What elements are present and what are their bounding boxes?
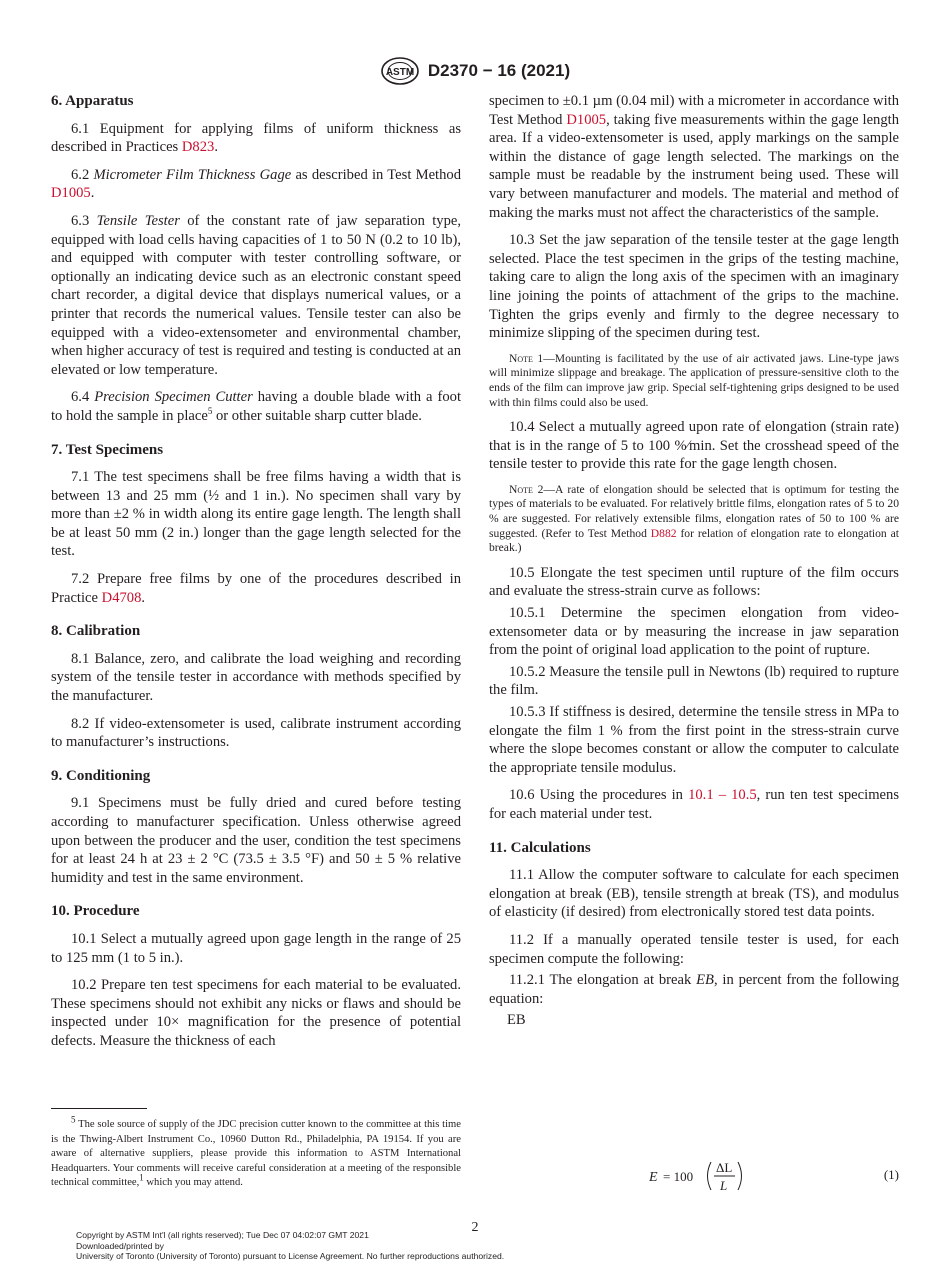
paragraph-11-1: 11.1 Allow the computer software to calculate for each specimen elongation at break (EB), tensile strength at break (TS), and modulus of elasticity (if desired) from electronically stored test data points. bbox=[489, 867, 899, 921]
section-heading: 11. Calculations bbox=[489, 839, 591, 856]
document-code: D2370 − 16 (2021) bbox=[427, 61, 571, 80]
paragraph-9-1: 9.1 Specimens must be fully dried and cured before testing according to manufacturer specification. Unless otherwise agreed upon between the producer and the user, condition the test specimens for at least 24 h at 23 ± 2 °C (73.5 ± 3.5 °F) and 50 ± 5 % relative humidity and test in the same environment. bbox=[51, 795, 461, 886]
link-d882[interactable]: D882 bbox=[650, 526, 677, 540]
svg-text:= 100: = 100 bbox=[663, 1169, 694, 1184]
equation-graphic bbox=[649, 1156, 759, 1196]
svg-text:ΔL: ΔL bbox=[716, 1160, 733, 1175]
footnote-divider bbox=[51, 1108, 147, 1109]
paragraph-10-2: 10.2 Prepare ten test specimens for each material to be evaluated. These specimens should not exhibit any nicks or flaws and should be inspected under 10× magnification for the presence of potential defects. Measure the thickness of each bbox=[51, 977, 461, 1049]
paragraph-10-2-continued: specimen to ±0.1 µm (0.04 mil) with a micrometer in accordance with Test Method D1005, taking five measurements within the gage length area. If a video-extensometer is used, apply markings on the sample within the distance of gage length selected. The markings on the sample must be readable by the instrument being used. These will vary between manufacturer and models. The material and method of making the marks must not affect the characteristics of the sample. bbox=[489, 93, 899, 221]
paragraph-11-2-1: 11.2.1 The elongation at break EB, in percent from the following equation: bbox=[489, 972, 899, 1007]
paragraph-10-6: 10.6 Using the procedures in 10.1 – 10.5, run ten test specimens for each material under test. bbox=[489, 787, 899, 822]
section-heading: 6. Apparatus bbox=[51, 93, 134, 109]
paragraph-7-2: 7.2 Prepare free films by one of the procedures described in Practice D4708. bbox=[51, 571, 461, 606]
link-d1005[interactable]: D1005 bbox=[566, 111, 607, 128]
paragraph-7-1: 7.1 The test specimens shall be free films having a width that is between 13 and 25 mm (½ and 1 in.). No specimen shall vary by more than ±2 % in width along its entire gage length. The length shall be at least 50 mm (2 in.) longer than the gage length selected for the test. bbox=[51, 469, 461, 560]
paragraph-10-5-2: 10.5.2 Measure the tensile pull in Newtons (lb) required to rupture the film. bbox=[489, 663, 899, 699]
paragraph-6-1: 6.1 Equipment for applying films of uniform thickness as described in Practices D823. bbox=[51, 120, 461, 156]
copyright-notice: Copyright by ASTM Int'l (all rights reserved); Tue Dec 07 04:02:07 GMT 2021 Downloaded/printed by University of Toronto (University of Toronto) pursuant to License Agreement. No further reproductions authorized. bbox=[76, 1230, 505, 1262]
link-d4708[interactable]: D4708 bbox=[101, 589, 142, 606]
note-2: Note 2—A rate of elongation should be selected that is optimum for testing the types of materials to be evaluated. For relatively brittle films, elongation rates of 5 to 20 % are suggested. For relatively extensible films, elongation rates of 50 to 100 % are suggested. (Refer to Test Method D882 for relation of elongation rate to elongation at break.) bbox=[489, 482, 899, 555]
footnote-ref[interactable]: 5 bbox=[207, 406, 213, 417]
paragraph-11-2: 11.2 If a manually operated tensile tester is used, for each specimen compute the following: bbox=[489, 931, 899, 967]
equation-1 bbox=[489, 1156, 899, 1196]
page-header bbox=[0, 56, 950, 86]
link-d1005[interactable]: D1005 bbox=[51, 185, 91, 202]
section-heading: 8. Calibration bbox=[51, 623, 141, 640]
astm-logo-icon bbox=[380, 56, 420, 86]
paragraph-10-5-1: 10.5.1 Determine the specimen elongation from video-extensometer data or by measuring the increase in jaw separation from the point of original load application to the point of rupture. bbox=[489, 605, 899, 659]
paragraph-10-4: 10.4 Select a mutually agreed upon rate of elongation (strain rate) that is in the range of 5 to 100 %⁄min. Set the crosshead speed of the tensile tester to provide this rate for the gage length chosen. bbox=[489, 419, 899, 473]
paragraph-10-5: 10.5 Elongate the test specimen until rupture of the film occurs and evaluate the stress-strain curve as follows: bbox=[489, 564, 899, 600]
note-1: Note 1—Mounting is facilitated by the use of air activated jaws. Line-type jaws will minimize slippage and breakage. The application of pressure-sensitive cloth to the ends of the film can improve jaw grip. Special self-tightening grips designed to be used with thin films could also be used. bbox=[489, 351, 899, 409]
svg-text:E: E bbox=[649, 1170, 658, 1185]
paragraph-10-5-3: 10.5.3 If stiffness is desired, determine the tensile stress in MPa to elongate the film 1 % from the first point in the stress-strain curve where the slope becomes constant or allow the computer to calculate the appropriate tensile modulus. bbox=[489, 704, 899, 776]
paragraph-8-2: 8.2 If video-extensometer is used, calibrate instrument according to manufacturer’s instructions. bbox=[51, 715, 461, 751]
right-column bbox=[489, 92, 899, 1033]
paragraph-6-2: 6.2 Micrometer Film Thickness Gage as described in Test Method D1005. bbox=[51, 166, 461, 202]
paragraph-10-1: 10.1 Select a mutually agreed upon gage length in the range of 25 to 125 mm (1 to 5 in.). bbox=[51, 930, 461, 966]
section-heading: 7. Test Specimens bbox=[51, 441, 164, 458]
paragraph-6-4: 6.4 Precision Specimen Cutter having a double blade with a foot to hold the sample in place$^5$ or other suitable sharp cutter blade. bbox=[51, 389, 461, 424]
equation-number: (1) bbox=[883, 1167, 899, 1182]
section-heading: 9. Conditioning bbox=[51, 767, 151, 784]
footnote-5: $^5$ The sole source of supply of the JDC precision cutter known to the committee at this time is the Thwing-Albert Instrument Co., 10960 Dutton Rd., Philadelphia, PA 19154. If you are aware of alternative suppliers, please provide this information to ASTM International Headquarters. Your comments will receive careful consideration at a meeting of the responsible technical committee,$^1$ which you may attend. bbox=[51, 1114, 461, 1189]
left-column bbox=[51, 92, 461, 1060]
svg-text:L: L bbox=[720, 1178, 728, 1193]
eb-label: EB bbox=[507, 1012, 526, 1029]
svg-text:ASTM: ASTM bbox=[385, 67, 415, 78]
paragraph-6-3: 6.3 Tensile Tester of the constant rate of jaw separation type, equipped with load cells having capacities of 1 to 50 N (0.2 to 10 lb), and equipped with computer with tester controlling software, or optionally an indicating device such as an electronic constant speed chart recorder, a digital device that displays numerical values, or a printer that records the numerical values. Tensile tester can also be equipped with a video-extensometer and environmental chamber, when higher accuracy of test is required and testing is conducted at an elevated or low temperature. bbox=[51, 212, 461, 378]
paragraph-8-1: 8.1 Balance, zero, and calibrate the load weighing and recording system of the tensile tester in accordance with methods specified by the manufacturer. bbox=[51, 650, 461, 705]
paragraph-10-3: 10.3 Set the jaw separation of the tensile tester at the gage length selected. Place the test specimen in the grips of the testing machine, taking care to align the long axis of the specimen with an imaginary line joining the points of attachment of the grips to the machine. Tighten the grips evenly and firmly to the degree necessary to minimize slipping of the specimen during test. bbox=[489, 232, 899, 342]
link-d823[interactable]: D823 bbox=[181, 139, 215, 156]
section-heading: 10. Procedure bbox=[51, 903, 140, 920]
link-10-1-10-5[interactable]: 10.1 – 10.5 bbox=[688, 787, 757, 804]
page-number: 2 bbox=[471, 1220, 479, 1235]
